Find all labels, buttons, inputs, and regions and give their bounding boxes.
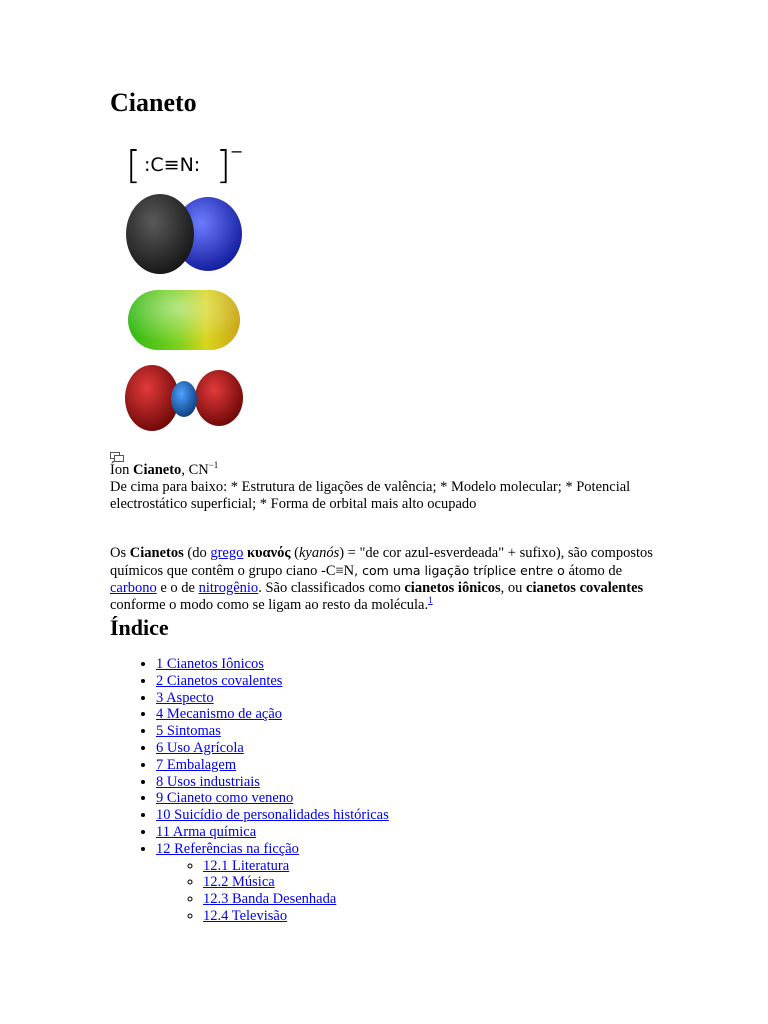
toc-item <box>156 807 389 824</box>
toc-subitem <box>203 891 389 908</box>
lewis-structure <box>124 142 244 186</box>
intro-greek-word: κυανός <box>246 544 291 561</box>
intro-text: (do <box>183 544 211 561</box>
toc-link[interactable]: 11 Arma química <box>156 823 257 840</box>
intro-text: conforme o modo como se ligam ao resto da molécula. <box>110 596 429 613</box>
toc-item <box>156 706 389 723</box>
intro-text: Os <box>110 544 130 561</box>
caption-ion-name: Cianeto <box>132 462 182 478</box>
toc-item <box>156 740 389 757</box>
toc-link[interactable]: 5 Sintomas <box>156 723 221 740</box>
caption-formula: , CN <box>181 462 209 478</box>
homo-orbital-image <box>124 362 244 432</box>
caption-ion-prefix: Íon <box>110 462 133 478</box>
intro-bold-covalentes: cianetos covalentes <box>526 579 644 596</box>
toc-sublink[interactable]: 12.3 Banda Desenhada <box>203 891 337 908</box>
toc-link[interactable]: 3 Aspecto <box>156 689 214 706</box>
toc-link[interactable]: 1 Cianetos Iônicos <box>156 656 264 672</box>
link-nitrogenio[interactable]: nitrogênio <box>198 579 259 596</box>
intro-paragraph <box>110 545 655 614</box>
reference-link[interactable]: 1 <box>428 594 433 605</box>
toc-subitem <box>203 874 389 891</box>
electrostatic-potential-image <box>124 286 244 358</box>
toc-link[interactable]: 12 Referências na ficção <box>156 840 299 857</box>
intro-text: ( <box>290 544 299 561</box>
toc-link[interactable]: 2 Cianetos covalentes <box>156 672 283 689</box>
orbital-lobe-right <box>195 370 243 426</box>
intro-text: átomo de <box>564 562 623 579</box>
intro-text: , ou <box>500 579 527 596</box>
lewis-formula: :C≡N: <box>144 154 201 176</box>
left-bracket: [ <box>126 143 141 187</box>
toc-link[interactable]: 6 Uso Agrícola <box>156 739 244 756</box>
toc-item <box>156 841 389 925</box>
link-carbono[interactable]: carbono <box>110 579 157 596</box>
toc-list <box>110 656 389 925</box>
intro-text: e o de <box>156 579 199 596</box>
toc-item <box>156 723 389 740</box>
orbital-lobe-left <box>125 365 179 431</box>
space-filling-model-image <box>124 192 244 278</box>
toc-link[interactable]: 8 Usos industriais <box>156 773 260 790</box>
caption-description: De cima para baixo: * Estrutura de ligações de valência; * Modelo molecular; * Potencial electrostático superficial; * Forma de orbital mais alto ocupado <box>110 479 631 512</box>
toc-subitem <box>203 908 389 925</box>
link-grego[interactable]: grego <box>210 544 244 561</box>
toc-item <box>156 690 389 707</box>
toc-link[interactable]: 9 Cianeto como veneno <box>156 790 294 807</box>
toc-item <box>156 757 389 774</box>
toc-subitem <box>203 858 389 875</box>
toc-item <box>156 656 389 673</box>
toc-link[interactable]: 7 Embalagem <box>156 756 237 773</box>
toc-link[interactable]: 4 Mecanismo de ação <box>156 706 283 723</box>
toc-sublink[interactable]: 12.4 Televisão <box>203 907 288 924</box>
intro-text: . São classificados como <box>258 579 405 596</box>
right-bracket: ] <box>216 143 231 187</box>
toc-item <box>156 774 389 791</box>
toc-sublist <box>156 858 389 925</box>
magnify-clip-icon[interactable] <box>110 452 124 462</box>
esp-highlight <box>128 290 240 350</box>
toc-heading: Índice <box>110 615 169 640</box>
intro-bold-ionicos: cianetos iônicos <box>404 579 501 596</box>
carbon-atom <box>126 194 194 274</box>
toc-sublink[interactable]: 12.1 Literatura <box>203 857 290 874</box>
page-title: Cianeto <box>110 88 197 117</box>
figure-caption <box>110 452 655 513</box>
toc-item <box>156 673 389 690</box>
toc-item <box>156 790 389 807</box>
toc-sublink[interactable]: 12.2 Música <box>203 874 275 891</box>
toc-link[interactable]: 10 Suicídio de personalidades históricas <box>156 807 389 824</box>
toc-item <box>156 824 389 841</box>
intro-bold-cianetos: Cianetos <box>129 544 184 561</box>
intro-text: ) = "de cor azul-esverdeada" + sufixo), são compostos químicos que contêm o grupo ciano -C≡N <box>110 544 653 579</box>
caption-formula-charge: −1 <box>208 460 219 471</box>
orbital-lobe-center <box>171 381 197 417</box>
ion-charge: − <box>230 142 244 161</box>
intro-transliteration: kyanós <box>298 544 340 561</box>
intro-text-sans: , com uma ligação tríplice entre o <box>354 562 565 578</box>
